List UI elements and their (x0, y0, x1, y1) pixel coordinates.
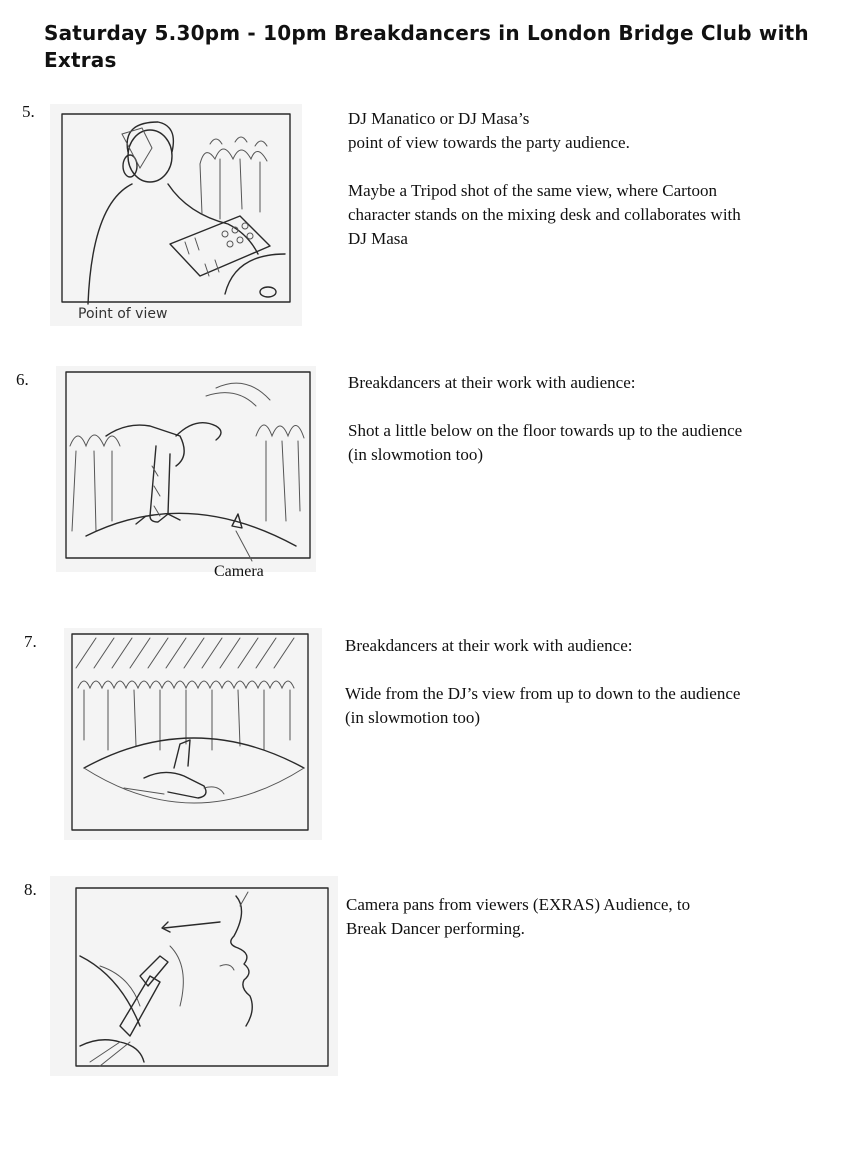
scene-description (346, 893, 690, 941)
scene-number: 7. (24, 632, 37, 651)
description-line: Break Dancer performing. (346, 919, 525, 938)
sketch-drawing (50, 104, 302, 326)
description-line: point of view towards the party audience. (348, 133, 630, 152)
description-line: (in slowmotion too) (348, 445, 484, 464)
scene-number: 6. (16, 370, 29, 389)
sketch-drawing (64, 628, 322, 840)
description-line: Breakdancers at their work with audience: (345, 636, 633, 655)
description-line: character stands on the mixing desk and collaborates with (348, 205, 741, 224)
scene-number: 5. (22, 102, 35, 121)
storyboard-sketch-breakdancer-low-angle (56, 366, 316, 572)
storyboard-sketch-wide-dj-view (64, 628, 322, 840)
description-line: DJ Masa (348, 229, 408, 248)
sketch-camera-label: Camera (214, 563, 264, 580)
scene-description (348, 371, 742, 467)
description-line: Wide from the DJ’s view from up to down to the audience (345, 684, 741, 703)
scene-description (348, 107, 741, 251)
sketch-drawing (50, 876, 338, 1076)
sketch-caption: Point of view (78, 306, 168, 322)
description-line: Camera pans from viewers (EXRAS) Audience, to (346, 895, 691, 914)
description-line: Breakdancers at their work with audience: (348, 373, 636, 392)
description-line: (in slowmotion too) (345, 708, 481, 727)
page-title: Saturday 5.30pm - 10pm Breakdancers in London Bridge Club with Extras (44, 21, 809, 72)
description-line: DJ Manatico or DJ Masa’s (348, 109, 530, 128)
description-line: Shot a little below on the floor towards up to the audience (348, 421, 743, 440)
sketch-drawing (56, 366, 316, 572)
storyboard-sketch-camera-pan (50, 876, 338, 1076)
scene-number: 8. (24, 880, 37, 899)
scene-description (345, 634, 740, 730)
description-line: Maybe a Tripod shot of the same view, where Cartoon (348, 181, 718, 200)
storyboard-sketch-dj-pov (50, 104, 302, 326)
